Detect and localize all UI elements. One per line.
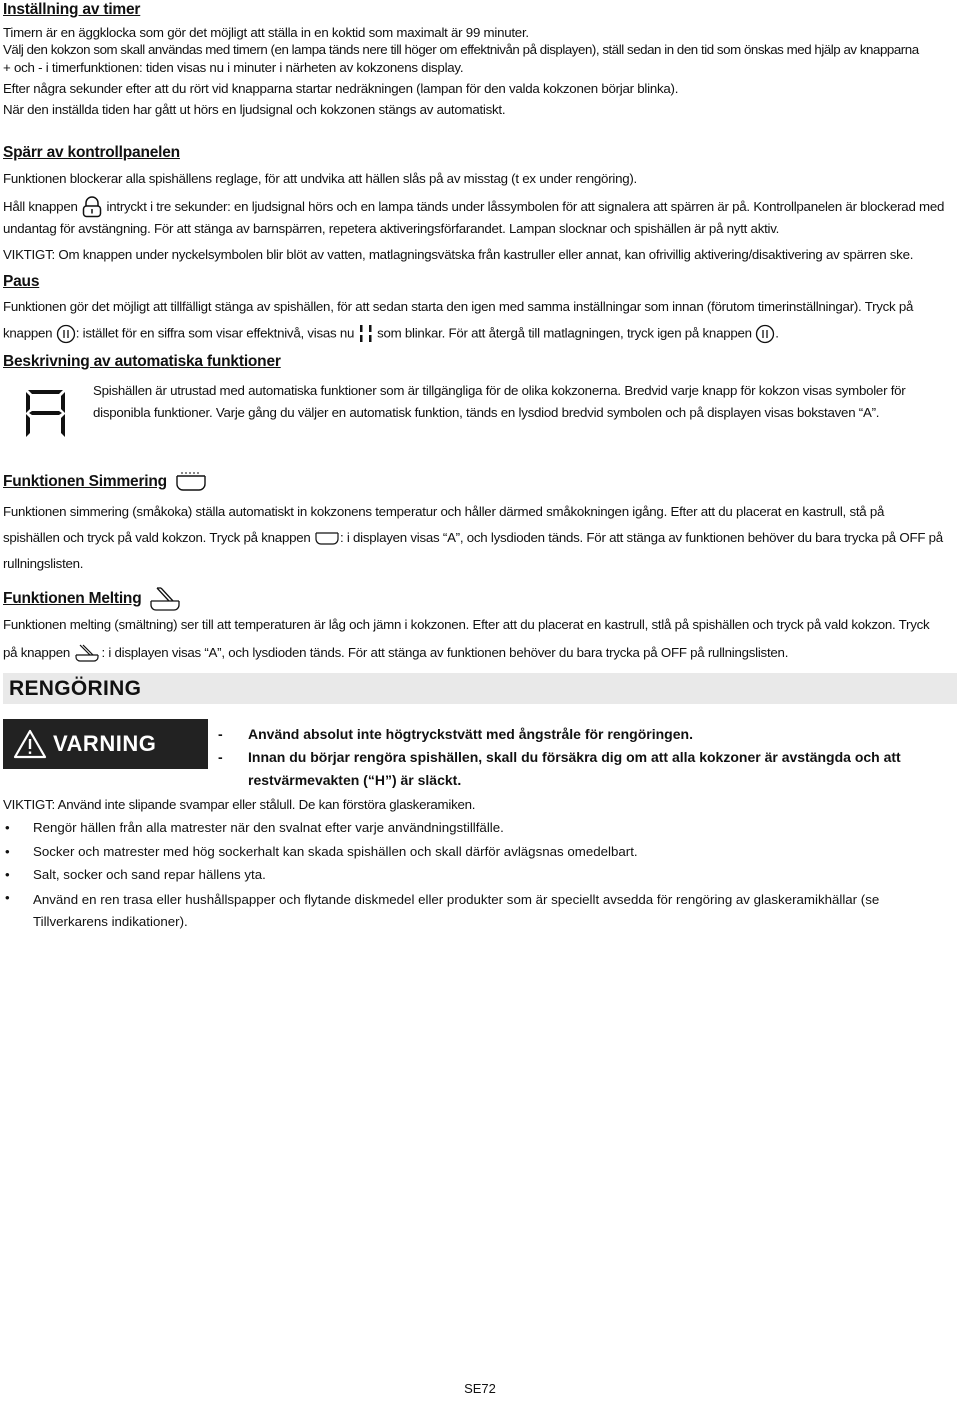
- timer-text: [3, 24, 957, 118]
- warning-text: Använd absolut inte högtryckstvätt med ångstråle för rengöringen.: [248, 726, 693, 742]
- auto-section: [3, 352, 957, 372]
- lock-section: [3, 143, 957, 163]
- cleaning-bullets: [3, 819, 957, 933]
- timer-paragraph-3: Efter några sekunder efter att du rört vid knapparna startar nedräkningen (lampan för den valda kokzonen börjar blinka).: [3, 80, 679, 96]
- list-item-text: Rengör hällen från alla matrester när den svalnat efter varje användningstillfälle.: [33, 820, 504, 836]
- list-item: [3, 843, 957, 860]
- warning-item: [218, 746, 918, 792]
- lock-paragraph-3: VIKTIGT: Om knappen under nyckelsymbolen blir blöt av vatten, matlagningsvätska från kastruller eller annat, kan ofrivillig aktivering/disaktivering av spärren ske.: [3, 247, 914, 262]
- simmer-paragraph-2-a: spishällen och tryck på vald kokzon. Tryck på knappen: [3, 530, 311, 545]
- list-item: [3, 889, 957, 933]
- bullet: •: [5, 890, 10, 906]
- pause-heading: Paus: [3, 273, 40, 290]
- list-item: [3, 819, 957, 836]
- melt-heading-row: [3, 585, 957, 613]
- warning-dash: -: [218, 749, 223, 765]
- lock-text: [3, 170, 957, 187]
- timer-paragraph-2: Välj den kokzon som skall användas med timern (en lampa tänds nere till höger om effektnivån på displayen), ställ sedan in den tid som önskas med hjälp av knapparna: [3, 42, 919, 58]
- list-item-text: Salt, socker och sand repar hällens yta.: [33, 866, 266, 882]
- lock-paragraph-2: [3, 196, 957, 240]
- timer-paragraph-4: När den inställda tiden har gått ut hörs en ljudsignal och kokzonen stängs av automatiskt.: [3, 102, 506, 118]
- auto-paragraph: Spishällen är utrustad med automatiska funktioner som är tillgängliga för de olika kokzonerna. Bredvid varje knapp för kokzon visas symboler för disponibla funktioner. Varje gång du väljer en automatisk funktion, tänds en lysdiod bredvid symbolen och på displayen visas bokstaven “A”.: [93, 383, 906, 420]
- warning-dash: -: [218, 726, 223, 742]
- page-number: SE72: [464, 1381, 496, 1396]
- blink-indicator-icon: [358, 323, 374, 345]
- lock-paragraph-2-end: intryckt i tre sekunder: en ljudsignal hörs och en lampa tänds under låssymbolen för att signalera att spärren är på. Kontrollpanelen är blockerad med undantag för avstängning. För att stänga av barnspärren, repetera aktiveringsförfarandet. Lampan slocknar och spishällen är på nytt aktiv.: [3, 199, 945, 237]
- pause-paragraph-2-b: : istället för en siffra som visar effektnivå, visas nu: [75, 325, 355, 341]
- simmer-paragraph-2: [3, 525, 957, 577]
- warning-label: VARNING: [53, 730, 157, 756]
- warning-item: [218, 723, 918, 746]
- timer-heading: Inställning av timer: [3, 1, 141, 18]
- warning-list: [218, 723, 918, 792]
- timer-section: [3, 0, 957, 20]
- warning-text: Innan du börjar rengöra spishällen, skall du försäkra dig om att alla kokzoner är avstängda och att restvärmevakten (“H”) är släckt.: [248, 749, 901, 788]
- pause-paragraph-2-d: .: [775, 325, 779, 341]
- lock-icon: [81, 196, 103, 218]
- pause-text: [3, 298, 957, 345]
- bullet: •: [5, 843, 10, 859]
- melt-text: [3, 612, 957, 666]
- list-item: [3, 866, 957, 883]
- lock-text-2: [3, 196, 957, 240]
- pause-paragraph-1: Funktionen gör det möjligt att tillfälligt stänga av spishällen, för att sedan starta den igen med samma inställningar som innan (förutom timerinställningar). Tryck på: [3, 299, 914, 314]
- pause-paragraph-2-a: knappen: [3, 325, 53, 341]
- lock-heading: Spärr av kontrollpanelen: [3, 144, 180, 161]
- lock-paragraph-2-start: Håll knappen: [3, 199, 78, 214]
- list-item-text: Socker och matrester med hög sockerhalt kan skada spishällen och skall därför avlägsnas omedelbart.: [33, 843, 638, 859]
- timer-paragraph-2b: + och - i timerfunktionen: tiden visas nu i minuter i närheten av kokzonens display.: [3, 59, 464, 75]
- simmer-paragraph-1: Funktionen simmering (småkoka) ställa automatiskt in kokzonens temperatur och håller därmed småkokningen igång. Efter att du placerat en kastrull, stå på: [3, 504, 885, 519]
- pause-icon: [56, 324, 76, 344]
- simmering-pot-icon: [175, 472, 207, 492]
- melt-paragraph-2-b: : i displayen visas “A”, och lysdioden tänds. För att stänga av funktionen behöver du bara trycka på OFF på rullningslisten.: [101, 645, 789, 660]
- pause-icon: [755, 324, 775, 344]
- simmer-heading: Funktionen Simmering: [3, 473, 167, 490]
- auto-text: [93, 380, 953, 424]
- melt-heading: Funktionen Melting: [3, 589, 142, 607]
- simmering-pot-icon: [314, 530, 340, 546]
- pause-paragraph-2: [3, 323, 957, 345]
- lock-paragraph-1: Funktionen blockerar alla spishällens reglage, för att undvika att hällen slås på av misstag (t ex under rengöring).: [3, 171, 637, 186]
- timer-paragraph-1: Timern är en äggklocka som gör det möjligt att ställa in en koktid som maximalt är 99 minuter.: [3, 25, 529, 40]
- simmer-text: [3, 499, 957, 577]
- simmer-paragraph-2-b: : i displayen visas “A”, och lysdioden tänds. För att stänga av funktionen behöver du bara trycka på OFF på rullningslisten.: [3, 530, 943, 571]
- melting-icon: [147, 585, 183, 613]
- bullet: •: [5, 820, 10, 836]
- bullet: •: [5, 866, 10, 882]
- pause-section: [3, 272, 957, 292]
- melting-icon: [73, 643, 101, 663]
- warning-triangle-icon: [13, 729, 47, 759]
- pause-paragraph-2-c: som blinkar. För att återgå till matlagningen, tryck igen på knappen: [377, 325, 752, 341]
- cleaning-heading: RENGÖRING: [3, 673, 957, 704]
- auto-heading: Beskrivning av automatiska funktioner: [3, 353, 281, 370]
- list-item-text: Använd en ren trasa eller hushållspapper och flytande diskmedel eller produkter som är speciellt avsedda för rengöring av glaskeramikhällar (se Tillverkarens indikationer).: [33, 892, 880, 930]
- cleaning-important: VIKTIGT: Använd inte slipande svampar eller stålull. De kan förstöra glaskeramiken.: [3, 797, 476, 812]
- melt-paragraph-2: [3, 640, 957, 666]
- cleaning-text: [3, 796, 957, 933]
- melt-paragraph-1: Funktionen melting (smältning) ser till att temperaturen är låg och jämn i kokzonen. Efter att du placerat en kastrull, stlå på spishällen och tryck på vald kokzon. Tryck: [3, 617, 930, 632]
- warning-box: [3, 719, 208, 769]
- simmer-heading-row: [3, 472, 957, 492]
- lock-text-3: [3, 246, 957, 263]
- melt-paragraph-2-a: på knappen: [3, 645, 71, 660]
